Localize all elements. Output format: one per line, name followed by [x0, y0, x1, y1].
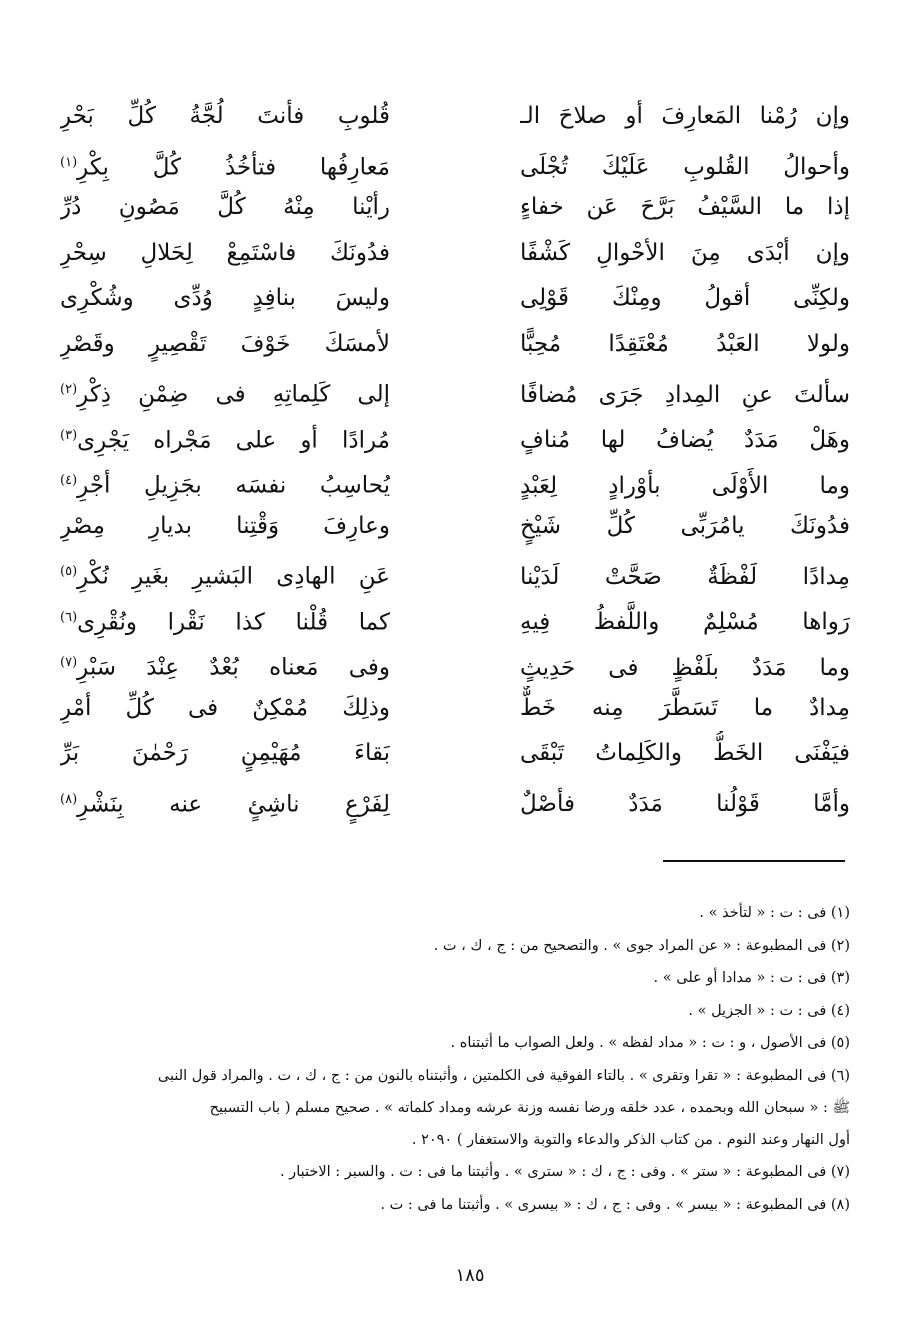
second-hemistich: مَعارِفُها فتأخُذُ كُلَّ بِكْرِ$^{(١)}$	[60, 154, 390, 181]
footnote-ref[interactable]: (٢)	[60, 382, 78, 397]
first-hemistich: فيَفْنَى الخَطُّ والكَلِماتُ تَبْقَى	[520, 740, 850, 766]
footnote: (٢) فى المطبوعة : « عن المراد جوى » . والتصحيح من : ج ، ك ، ت .	[433, 937, 850, 954]
footnote-ref[interactable]: (١)	[60, 154, 78, 170]
verse	[60, 367, 850, 413]
second-hemistich: مُرادًا أو على مَجْراه يَجْرِى$^{(٣)}$	[60, 427, 390, 454]
footnote: (٨) فى المطبوعة : « بيسر » . وفى : ج ، ك : « بيسرى » . وأثبتنا ما فى : ت .	[380, 1196, 850, 1213]
verse	[60, 458, 850, 504]
verse	[60, 94, 850, 140]
footnote: (٣) فى : ت : « مدادا أو على » .	[653, 970, 850, 986]
second-hemistich: إلى كَلِماتِهِ فى ضِمْنِ ذِكْرِ$^{(٢)}$	[60, 381, 390, 408]
footnote-continuation: أول النهار وعند النوم . من كتاب الذكر والدعاء والتوبة والاستغفار ) ٢٠٩٠ .	[411, 1132, 850, 1148]
first-hemistich: وإن رُمْنا المَعارِفَ أو صلاحَ الـ	[520, 103, 850, 129]
page-number: ١٨٥	[455, 1265, 485, 1286]
footnote: (٦) فى المطبوعة : « تقرا وتقرى » . بالتاء الفوقية فى الكلمتين ، وأثبتناه بالنون من : ج ، ك ، ت . والمراد قول النبى	[157, 1067, 850, 1084]
footnote-ref[interactable]: (٣)	[60, 427, 78, 443]
second-hemistich: وعارِفَ وَقْتِنا بديارِ مِصْرِ	[60, 512, 390, 539]
second-hemistich: عَنِ الهادِى البَشيرِ بغَيرِ نُكْرِ$^{(٥)}$	[60, 563, 390, 590]
second-hemistich: يُحاسِبُ نفسَه بجَزِيلِ أجْرِ$^{(٤)}$	[60, 472, 390, 499]
first-hemistich: وما مَدَدٌ بلَفْظٍ فى حَدِيثٍ	[520, 654, 850, 681]
first-hemistich: ولولا العَبْدُ مُعْتَقِدًا مُحِبًّا	[520, 330, 850, 357]
first-hemistich: وما الأَوْلَى بأوْرادٍ لِعَبْدٍ	[520, 472, 850, 499]
verse	[60, 640, 850, 686]
footnote: (٧) فى المطبوعة : « ستر » . وفى : ج ، ك : « سترى » . وأثبتنا ما فى : ت . والسبر : الاختبار .	[279, 1164, 850, 1180]
second-hemistich: وفى مَعناه بُعْدٌ عِنْدَ سَبْرِ$^{(٧)}$	[60, 654, 390, 681]
verse	[60, 686, 850, 732]
first-hemistich: رَواها مُسْلِمٌ واللَّفظُ فِيهِ	[520, 609, 850, 636]
first-hemistich: وإن أبْدَى مِنَ الأحْوالِ كَشْفًا	[520, 239, 850, 266]
footnote: (٥) فى الأصول ، و : ت : « مداد لفظه » . ولعل الصواب ما أثبتناه .	[450, 1035, 850, 1051]
second-hemistich: لأمسَكَ خَوْفَ تَقْصِيرٍ وقَصْرِ	[60, 330, 390, 357]
first-hemistich: سألتَ عنِ المِدادِ جَرَى مُضافًا	[520, 381, 850, 408]
second-hemistich: وليسَ بنافِدٍ وُدِّى وشُكْرِى	[60, 285, 390, 311]
first-hemistich: وأحوالُ القُلوبِ عَلَيْكَ تُجْلَى	[520, 154, 850, 181]
footnote: (١) فى : ت : « لتأخذ » .	[699, 905, 850, 921]
second-hemistich: وذلِكَ مُمْكِنٌ فى كُلِّ أمْرِ	[60, 694, 390, 721]
verse	[60, 777, 850, 823]
second-hemistich: بَقاءَ مُهَيْمِنٍ رَحْمٰنَ بَرِّ	[60, 740, 390, 766]
poem-body	[60, 94, 850, 822]
footnote-separator	[663, 860, 845, 862]
footnote-continuation: ﷺ : « سبحان الله وبحمده ، عدد خلقه ورضا نفسه وزنة عرشه ومداد كلماته » . صحيح مسلم ( باب التسبيح	[209, 1100, 850, 1116]
verse	[60, 731, 850, 777]
verse	[60, 595, 850, 641]
verse	[60, 140, 850, 186]
footnote: (٤) فى : ت : « الجزيل » .	[688, 1002, 850, 1019]
verse	[60, 322, 850, 368]
first-hemistich: مِدادًا لَفْظَةٌ صَحَّتْ لَدَيْنا	[520, 563, 850, 590]
footnote-ref[interactable]: (٨)	[60, 791, 78, 807]
first-hemistich: مِدادٌ ما تَسَطَّرَ مِنه خَطٌّ	[520, 694, 850, 721]
verse	[60, 276, 850, 322]
verse	[60, 231, 850, 277]
verse	[60, 549, 850, 595]
footnote-ref[interactable]: (٥)	[60, 564, 78, 579]
verse	[60, 504, 850, 550]
second-hemistich: كما قُلْنا كذا نَقْرا ونُقْرِى$^{(٦)}$	[60, 609, 390, 636]
footnote-ref[interactable]: (٧)	[60, 655, 78, 670]
second-hemistich: فدُونَكَ فاسْتَمِعْ لِحَلالِ سِحْرِ	[60, 239, 390, 266]
verse	[60, 185, 850, 231]
second-hemistich: قُلوبِ فأنتَ لُجَّةُ كُلِّ بَحْرِ	[60, 103, 390, 129]
first-hemistich: وأمَّا قَوْلُنا مَدَدٌ فأصْلٌ	[520, 791, 850, 818]
first-hemistich: فدُونَكَ يامُرَبِّى كُلِّ شَيْخٍ	[520, 512, 850, 539]
footnotes	[110, 897, 850, 1221]
first-hemistich: ولكِنِّى أقولُ ومِنْكَ قَوْلِى	[520, 285, 850, 311]
first-hemistich: وهَلْ مَدَدٌ يُضافُ لها مُنافٍ	[520, 427, 850, 454]
verse	[60, 413, 850, 459]
first-hemistich: إذا ما السَّيْفُ بَرَّحَ عَن خفاءٍ	[520, 194, 850, 220]
footnote-ref[interactable]: (٤)	[60, 473, 78, 488]
second-hemistich: رأيْنا مِنْهُ كُلَّ مَصُونِ دُرِّ	[60, 194, 390, 220]
second-hemistich: لِفَرْعٍ ناشِئٍ عنه بِنَشْرِ$^{(٨)}$	[60, 791, 390, 818]
footnote-ref[interactable]: (٦)	[60, 609, 78, 625]
